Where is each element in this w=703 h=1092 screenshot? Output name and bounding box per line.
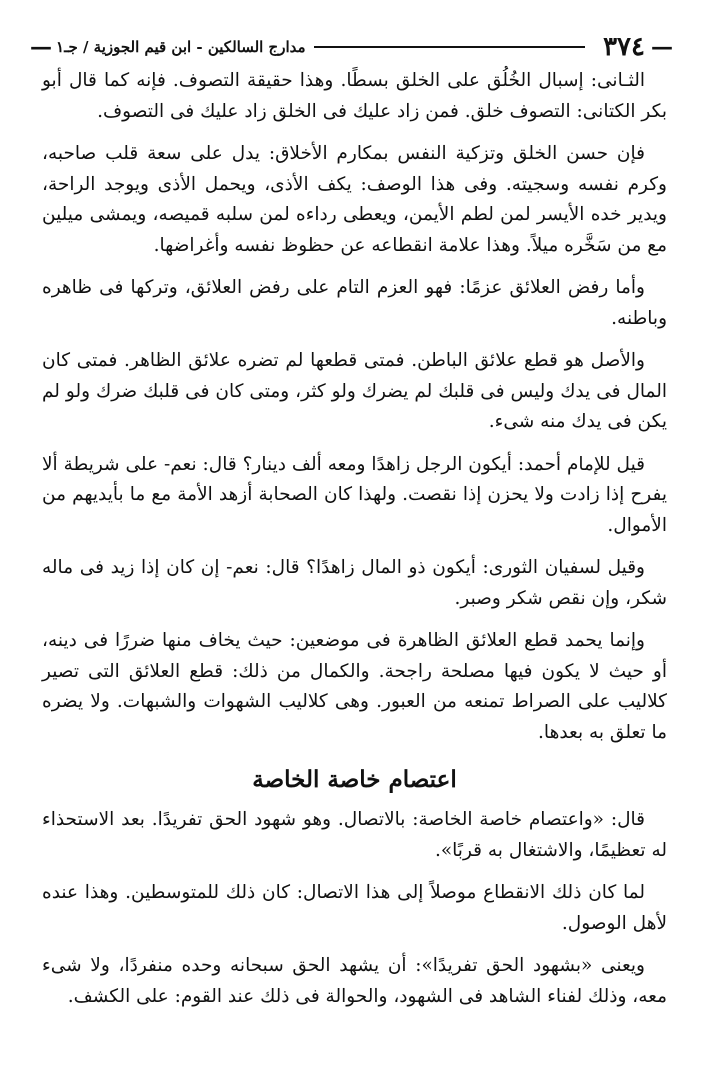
paragraph: قال: «واعتصام خاصة الخاصة: بالاتصال. وهو شهود الحق تفريدًا. بعد الاستحذاء له تعظيمًا، والاشتغال به قربًا».	[42, 809, 667, 861]
page-number: ٣٧٤	[603, 32, 645, 62]
paragraph: ويعنى «بشهود الحق تفريدًا»: أن يشهد الحق سبحانه وحده منفردًا، ولا شىء معه، وذلك لفناء الشاهد فى الشهود، والحوالة فى ذلك عند القوم: على الكشف.	[42, 955, 667, 1007]
section-heading: اعتصام خاصة الخاصة	[252, 766, 457, 793]
header-dash: —	[651, 34, 673, 60]
running-title: مدارج السالكين - ابن قيم الجوزية / جـ١	[56, 38, 306, 56]
paragraph: قيل للإمام أحمد: أيكون الرجل زاهدًا ومعه ألف دينار؟ قال: نعم- على شريطة ألا يفرح إذا زادت ولا يحزن إذا نقصت. ولهذا كان الصحابة أزهد الأمة مع ما بأيديهم من الأموال.	[42, 453, 667, 536]
running-header	[30, 30, 673, 64]
paragraph: وقيل لسفيان الثورى: أيكون ذو المال زاهدًا؟ قال: نعم- إن كان إذا زيد فى ماله شكر، وإن نقص شكر وصبر.	[42, 557, 667, 609]
paragraph: وأما رفض العلائق عزمًا: فهو العزم التام على رفض العلائق، وتركها فى ظاهره وباطنه.	[42, 277, 667, 329]
page-body	[42, 66, 667, 1024]
header-dash-end: —	[30, 34, 52, 60]
paragraph: فإن حسن الخلق وتزكية النفس بمكارم الأخلاق: يدل على سعة قلب صاحبه، وكرم نفسه وسجيته. وفى هذا الوصف: يكف الأذى، ويحمل الأذى ويوجد الراحة، ويدير خده الأيسر لمن لطم الأيمن، ويعطى رداءه لمن سلبه قميصه، ويمشى ميلين مع من سَخَّره ميلاً. وهذا علامة انقطاعه عن حظوظ نفسه وأغراضها.	[42, 143, 667, 256]
paragraph: لما كان ذلك الانقطاع موصلاً إلى هذا الاتصال: كان ذلك للمتوسطين. وهذا عنده لأهل الوصول.	[42, 882, 667, 934]
paragraph: وإنما يحمد قطع العلائق الظاهرة فى موضعين: حيث يخاف منها ضررًا فى دينه، أو حيث لا يكون فيها مصلحة راجحة. والكمال من ذلك: قطع العلائق التى تصير كلاليب على الصراط تمنعه من العبور. وهى كلاليب الشهوات والشبهات. ولا يضره ما تعلق به بعدها.	[42, 630, 667, 743]
paragraph: الثـانى: إسبال الخُلُق على الخلق بسطًا. وهذا حقيقة التصوف. فإنه كما قال أبو بكر الكتانى: التصوف خلق. فمن زاد عليك فى الخلق زاد عليك فى التصوف.	[42, 70, 667, 122]
paragraph: والأصل هو قطع علائق الباطن. فمتى قطعها لم تضره علائق الظاهر. فمتى كان المال فى يدك وليس فى قلبك لم يضرك ولو كثر، ومتى كان فى قلبك ضرك ولو لم يكن فى يدك منه شىء.	[42, 350, 667, 432]
header-rule	[314, 46, 586, 48]
